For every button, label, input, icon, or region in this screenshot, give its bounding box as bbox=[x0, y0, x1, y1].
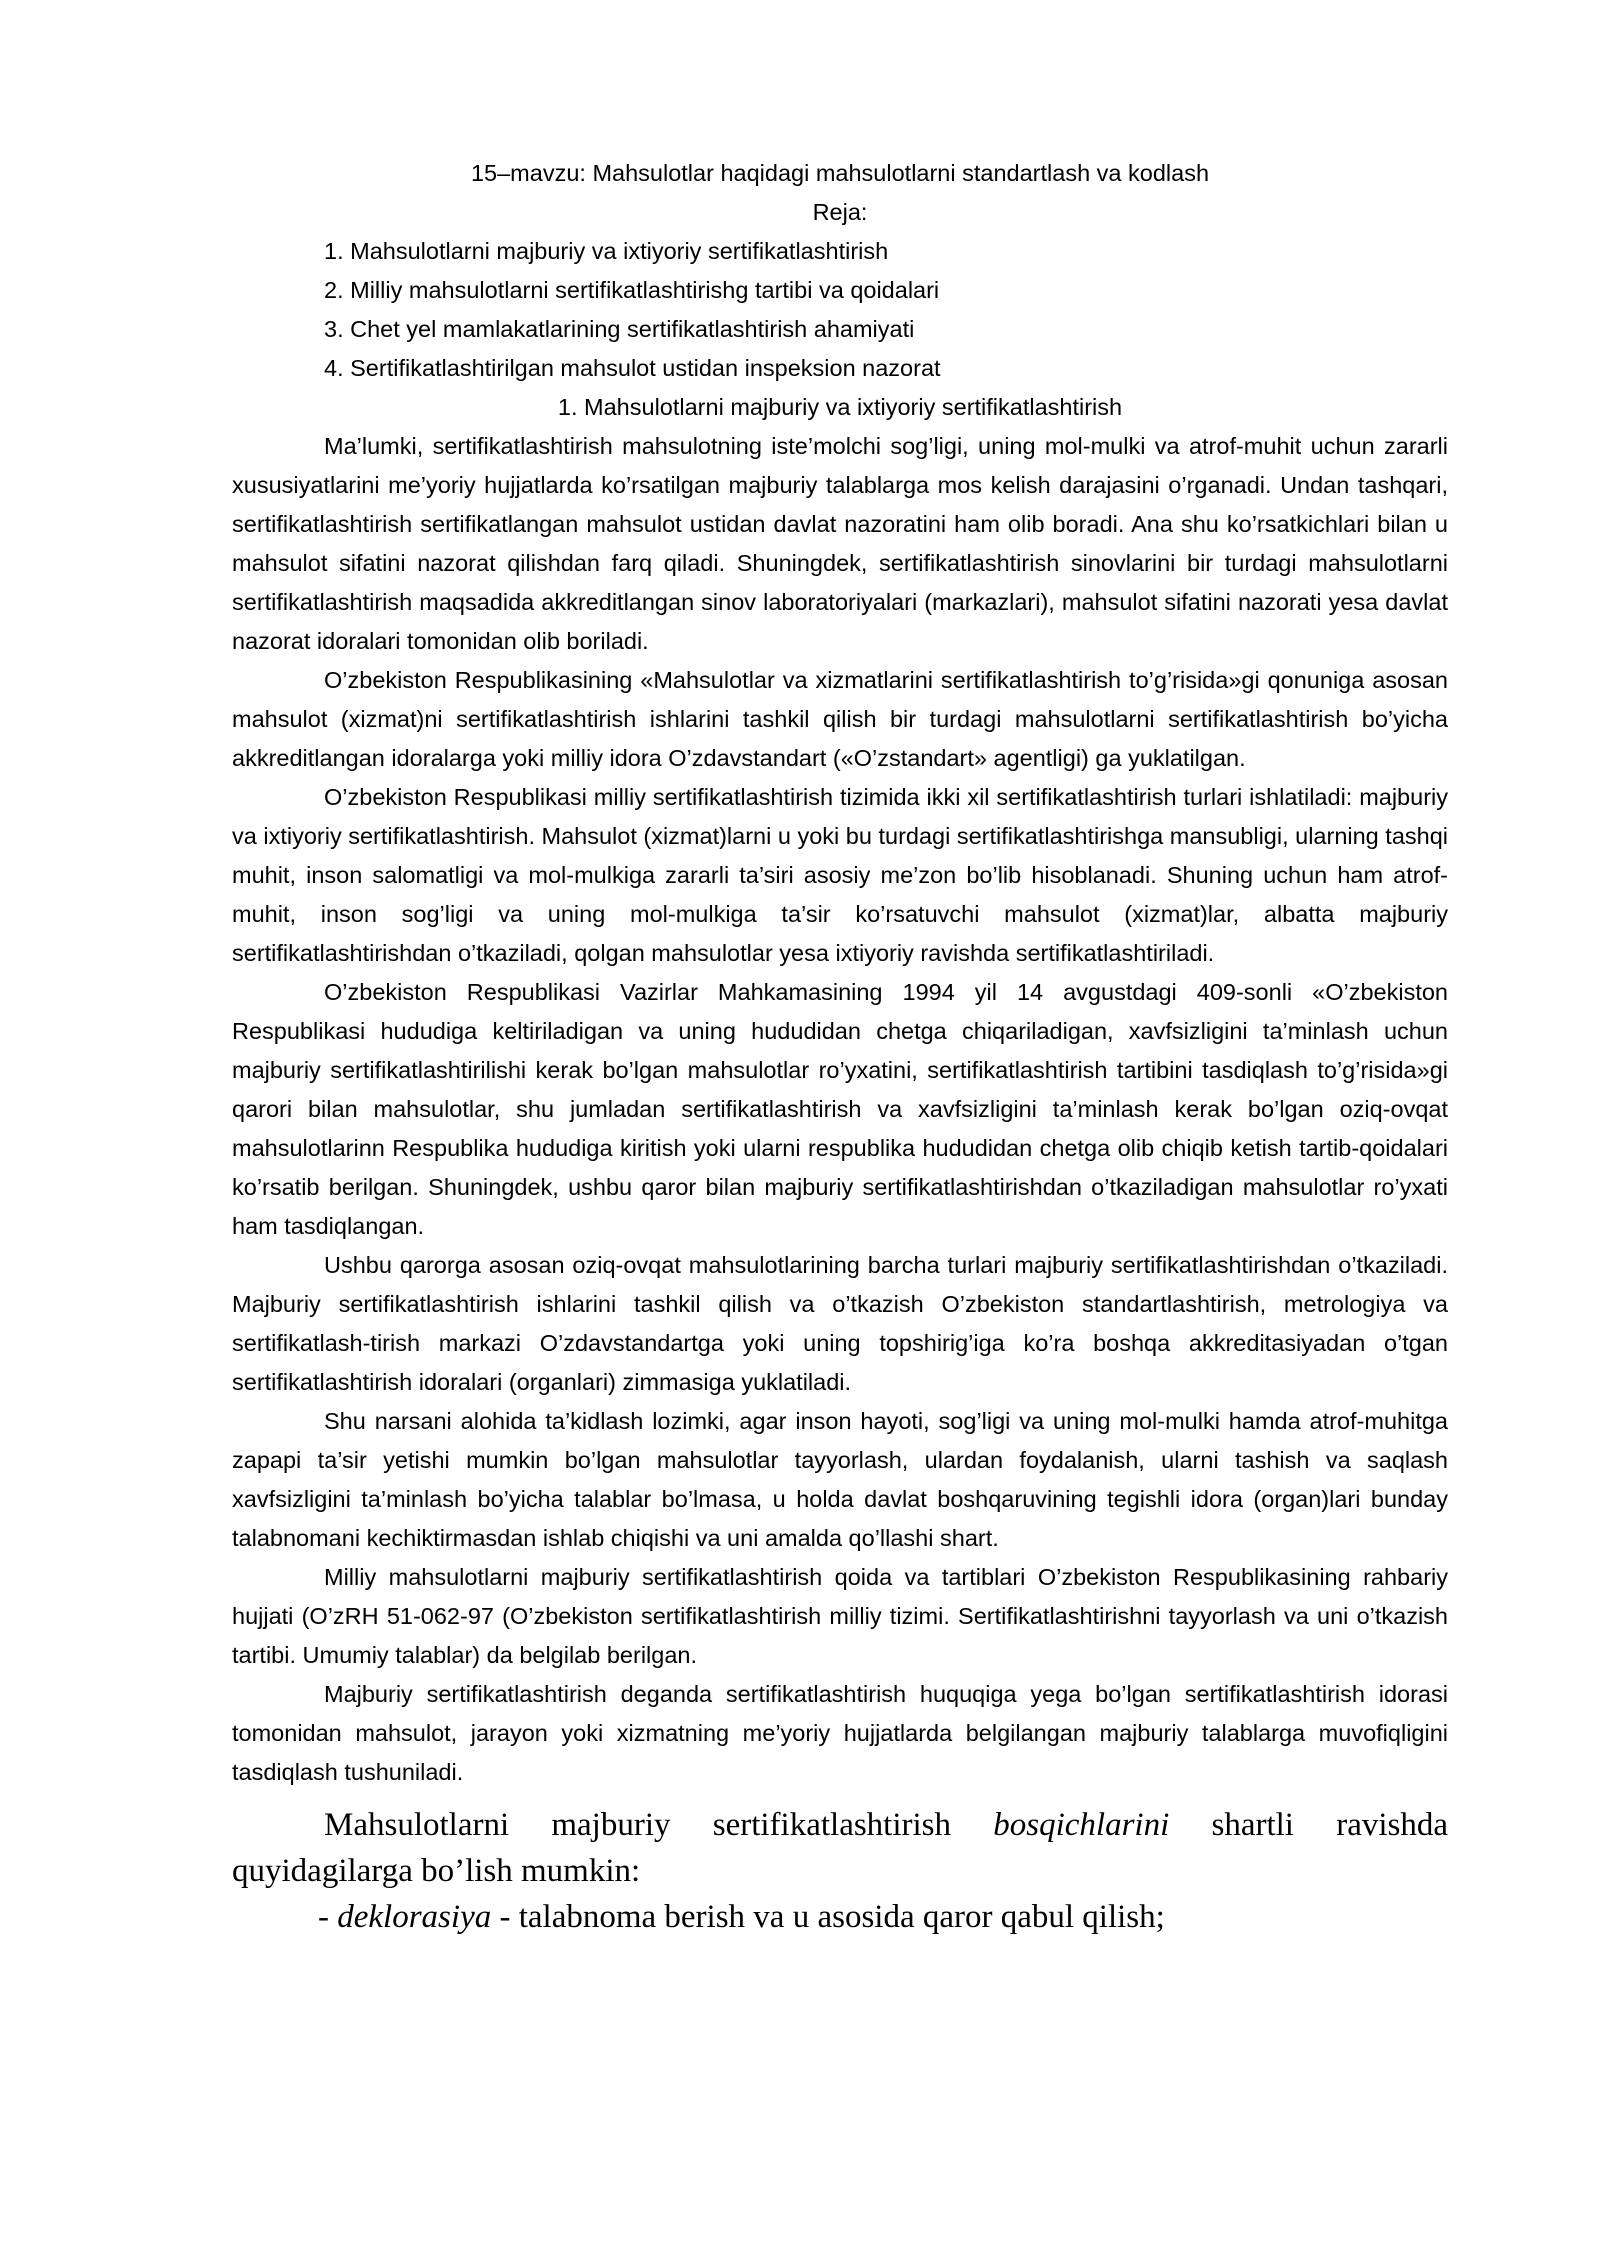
stages-intro-text: Mahsulotlarni majburiy sertifikatlashtirish bbox=[324, 1807, 994, 1843]
stage-item-text: - talabnoma berish va u asosida qaror qabul qilish; bbox=[491, 1899, 1165, 1935]
document-page bbox=[232, 154, 1448, 1940]
body-paragraph: Majburiy sertifikatlashtirish deganda sertifikatlashtirish huquqiga yega bo’lgan sertifikatlashtirish idorasi tomonidan mahsulot, jarayon yoki xizmatning me’yoriy hujjatlarda belgilangan majburiy talablarga muvofiqligini tasdiqlash tushuniladi. bbox=[232, 1681, 1448, 1785]
stage-item-term: deklorasiya bbox=[337, 1899, 492, 1935]
plan-item: 4. Sertifikatlashtirilgan mahsulot ustidan inspeksion nazorat bbox=[324, 355, 941, 381]
plan-item: 1. Mahsulotlarni majburiy va ixtiyoriy sertifikatlashtirish bbox=[324, 238, 889, 264]
body-paragraph: Ushbu qarorga asosan oziq-ovqat mahsulotlarining barcha turlari majburiy sertifikatlashtirishdan o’tkaziladi. Majburiy sertifikatlashtirish ishlarini tashkil qilish va o’tkazish O’zbekiston standartlashtirish, metrologiya va sertifikatlash-tirish markazi O’zdavstandartga yoki uning topshirig’iga ko’ra boshqa akkreditasiyadan o’tgan sertifikatlashtirish idoralari (organlari) zimmasiga yuklatiladi. bbox=[232, 1252, 1448, 1395]
body-paragraph: O’zbekiston Respublikasi Vazirlar Mahkamasining 1994 yil 14 avgustdagi 409-sonli «O’zbekiston Respublikasi hududiga keltiriladigan va uning hududidan chetga chiqariladigan, xavfsizligini ta’minlash uchun majburiy sertifikatlashtirilishi kerak bo’lgan mahsulotlar ro’yxatini, sertifikatlashtirish tartibini tasdiqlash to’g’risida»gi qarori bilan mahsulotlar, shu jumladan sertifikatlashtirish va xavfsizligini ta’minlash kerak bo’lgan oziq-ovqat mahsulotlarinn Respublika hududiga kiritish yoki ularni respublika hududidan chetga olib chiqib ketish tartib-qoidalari ko’rsatib berilgan. Shuningdek, ushbu qaror bilan majburiy sertifikatlashtirishdan o’tkaziladigan mahsulotlar ro’yxati ham tasdiqlangan. bbox=[232, 979, 1448, 1239]
body-paragraph: O’zbekiston Respublikasi milliy sertifikatlashtirish tizimida ikki xil sertifikatlashtirish turlari ishlatiladi: majburiy va ixtiyoriy sertifikatlashtirish. Mahsulot (xizmat)larni u yoki bu turdagi sertifikatlashtirishga mansubligi, ularning tashqi muhit, inson salomatligi va mol-mulkiga zararli ta’siri asosiy me’zon bo’lib hisoblanadi. Shuning uchun ham atrof-muhit, inson sog’ligi va uning mol-mulkiga ta’sir ko’rsatuvchi mahsulot (xizmat)lar, albatta majburiy sertifikatlashtirishdan o’tkaziladi, qolgan mahsulotlar yesa ixtiyoriy ravishda sertifikatlashtiriladi. bbox=[232, 784, 1448, 966]
plan-item: 3. Chet yel mamlakatlarining sertifikatlashtirish ahamiyati bbox=[324, 316, 915, 342]
body-paragraph: O’zbekiston Respublikasining «Mahsulotlar va xizmatlarini sertifikatlashtirish to’g’risida»gi qonuniga asosan mahsulot (xizmat)ni sertifikatlashtirish ishlarini tashkil qilish bir turdagi mahsulotlarni sertifikatlashtirish bo’yicha akkreditlangan idoralarga yoki milliy idora O’zdavstandart («O’zstandart» agentligi) ga yuklatilgan. bbox=[232, 667, 1448, 771]
body-paragraph: Milliy mahsulotlarni majburiy sertifikatlashtirish qoida va tartiblari O’zbekiston Respublikasining rahbariy hujjati (O’zRH 51-062-97 (O’zbekiston sertifikatlashtirish milliy tizimi. Sertifikatlashtirishni tayyorlash va uni o’tkazish tartibi. Umumiy talablar) da belgilab berilgan. bbox=[232, 1564, 1448, 1668]
serif-section bbox=[232, 1802, 1448, 1940]
stages-intro-text-end: shartli ravishda quyidagilarga bo’lish mumkin: bbox=[232, 1807, 1448, 1889]
stage-item-prefix: - bbox=[318, 1899, 338, 1935]
plan-item: 2. Milliy mahsulotlarni sertifikatlashtirishg tartibi va qoidalari bbox=[324, 277, 940, 303]
body-paragraph: Ma’lumki, sertifikatlashtirish mahsulotning iste’molchi sog’ligi, uning mol-mulki va atrof-muhit uchun zararli xususiyatlarini me’yoriy hujjatlarda ko’rsatilgan majburiy talablarga mos kelish darajasini o’rganadi. Undan tashqari, sertifikatlashtirish sertifikatlangan mahsulot ustidan davlat nazoratini ham olib boradi. Ana shu ko’rsatkichlari bilan u mahsulot sifatini nazorat qilishdan farq qiladi. Shuningdek, sertifikatlashtirish sinovlarini bir turdagi mahsulotlarni sertifikatlashtirish maqsadida akkreditlangan sinov laboratoriyalari (markazlari), mahsulot sifatini nazorati yesa davlat nazorat idoralari tomonidan olib boriladi. bbox=[232, 433, 1448, 654]
plan-list bbox=[232, 232, 1448, 388]
plan-heading: Reja: bbox=[812, 199, 868, 225]
body-paragraph: Shu narsani alohida ta’kidlash lozimki, agar inson hayoti, sog’ligi va uning mol-mulki hamda atrof-muhitga zapapi ta’sir yetishi mumkin bo’lgan mahsulotlar tayyorlash, ulardan foydalanish, ularni tashish va saqlash xavfsizligini ta’minlash bo’yicha talablar bo’lmasa, u holda davlat boshqaruvining tegishli idora (organ)lari bunday talabnomani kechiktirmasdan ishlab chiqishi va uni amalda qo’llashi shart. bbox=[232, 1408, 1448, 1551]
stages-emphasis: bosqichlarini bbox=[993, 1807, 1170, 1843]
document-title: 15–mavzu: Mahsulotlar haqidagi mahsulotlarni standartlash va kodlash bbox=[470, 160, 1210, 186]
section-heading: 1. Mahsulotlarni majburiy va ixtiyoriy sertifikatlashtirish bbox=[557, 394, 1123, 420]
stages-intro-paragraph bbox=[232, 1802, 1448, 1894]
stage-list-item bbox=[232, 1894, 1448, 1940]
